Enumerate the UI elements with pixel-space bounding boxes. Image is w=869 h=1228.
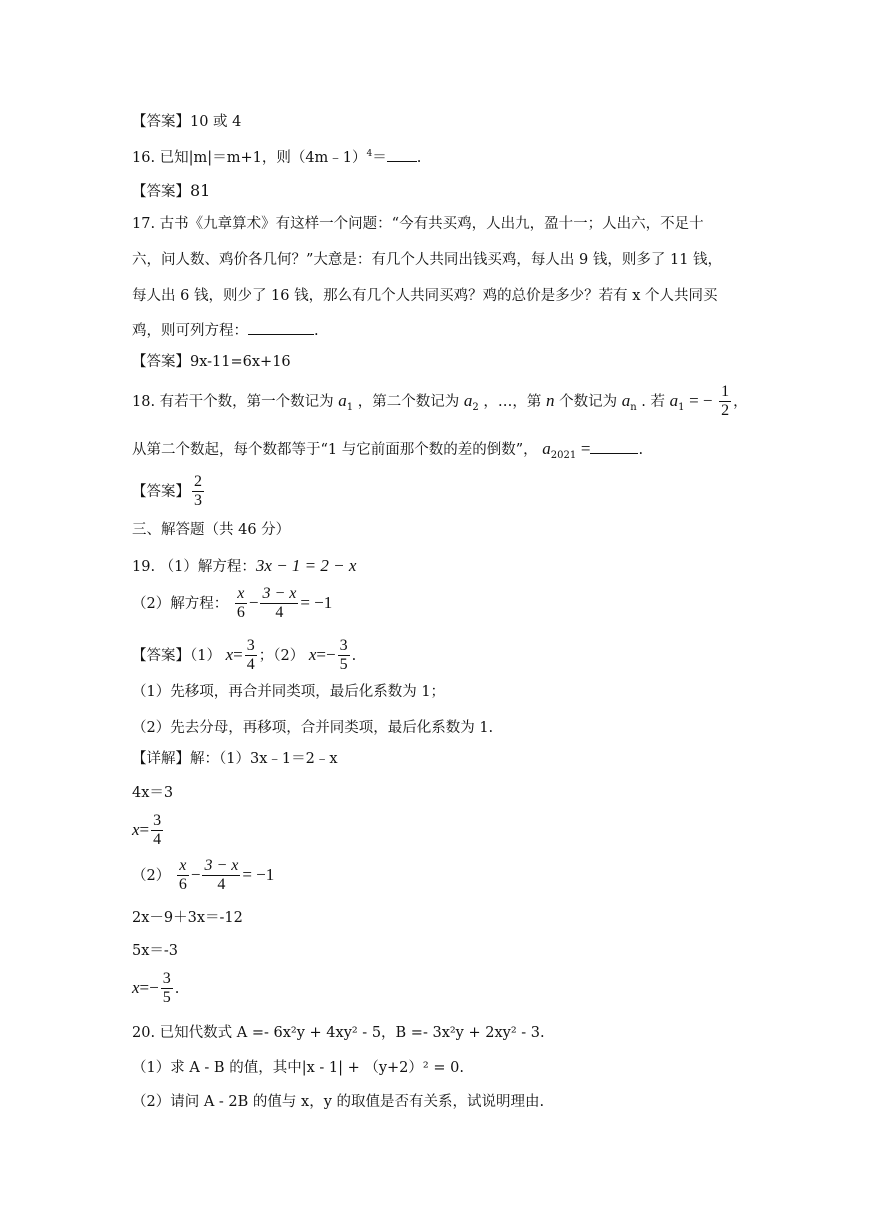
fraction-3-minus-x-over-4: $\frac{3 - x}{4}$ <box>204 857 239 894</box>
answer-blank <box>590 453 638 454</box>
solution-step-2: （2）先去分母，再移项，合并同类项，最后化系数为 1. <box>132 720 494 736</box>
question-18-line-2: 从第二个数起，每个数都等于“1 与它前面那个数的差的倒数”， $a_{2021}$ = . <box>132 439 644 461</box>
fraction-x-over-6: $\frac{x}{6}$ <box>178 857 187 894</box>
fraction-x-over-6: $\frac{x}{6}$ <box>236 585 245 622</box>
question-20-part-1: （1）求 A - B 的值，其中|x - 1| + （y+2）² = 0. <box>132 1060 464 1076</box>
detail-19-line-2: 4x＝3 <box>132 785 174 801</box>
question-17-line-2: 六，问人数、鸡价各几何？”大意是：有几个人共同出钱买鸡，每人出 9 钱，则多了 11 钱， <box>132 252 723 268</box>
detail-19-line-5: 2x－9＋3x＝-12 <box>132 910 243 926</box>
fraction-two-thirds: $\frac{2}{3}$ <box>194 473 202 510</box>
question-16: 16. 已知|m|＝m+1，则（4m﹣1）$^4$＝ . <box>132 149 422 166</box>
answer-19: 【答案】（1） x= $\frac{3}{4}$ ；（2） x=− $\frac{3}{5}$ . <box>132 637 357 674</box>
section-heading: 三、解答题（共 46 分） <box>132 522 291 538</box>
detail-19-line-3: x= $\frac{3}{4}$ <box>132 812 162 849</box>
fraction-3-over-4: $\frac{3}{4}$ <box>246 637 255 674</box>
question-18-line-1: 18. 有若干个数，第一个数记为 $a_1$ ，第二个数记为 $a_2$ ，…，第 n 个数记为 $a_n$ . 若 $a_1$ = − $\frac{1}{2}$ ， <box>132 383 748 420</box>
detail-19-line-7: x=− $\frac{3}{5}$ . <box>132 970 180 1007</box>
solution-step-1: （1）先移项，再合并同类项，最后化系数为 1； <box>132 684 446 700</box>
detail-19-line-6: 5x＝-3 <box>132 943 179 959</box>
fraction-3-over-5: $\frac{3}{5}$ <box>162 970 171 1007</box>
answer-15: 【答案】10 或 4 <box>132 114 242 130</box>
detail-19: 【详解】解：（1）3x﹣1＝2﹣x <box>132 751 338 767</box>
fraction-one-half: $\frac{1}{2}$ <box>721 383 730 420</box>
question-17-line-1: 17. 古书《九章算术》有这样一个问题：“今有共买鸡，人出九，盈十一；人出六，不足十 <box>132 216 704 232</box>
question-17-line-3: 每人出 6 钱，则少了 16 钱，那么有几个人共同买鸡？鸡的总价是多少？若有 x 个人共同买 <box>132 288 718 304</box>
fraction-3-minus-x-over-4: $\frac{3 - x}{4}$ <box>262 585 297 622</box>
answer-17: 【答案】9x-11=6x+16 <box>132 354 291 370</box>
fraction-3-over-4: $\frac{3}{4}$ <box>153 812 162 849</box>
question-19-part-2: （2）解方程： $\frac{x}{6}$ − $\frac{3 - x}{4}$ = −1 <box>132 585 333 622</box>
question-20: 20. 已知代数式 A =- 6x²y + 4xy² - 5，B =- 3x²y + 2xy² - 3. <box>132 1025 545 1041</box>
question-20-part-2: （2）请问 A - 2B 的值与 x，y 的取值是否有关系，试说明理由. <box>132 1094 545 1110</box>
answer-18: 【答案】 $\frac{2}{3}$ <box>132 473 202 510</box>
answer-16: 【答案】81 <box>132 181 211 200</box>
fraction-3-over-5: $\frac{3}{5}$ <box>339 637 348 674</box>
detail-19-part-2: （2） $\frac{x}{6}$ − $\frac{3 - x}{4}$ = −1 <box>132 857 275 894</box>
answer-blank <box>387 161 417 162</box>
question-19-part-1: 19. （1）解方程：3x − 1 = 2 − x <box>132 556 357 575</box>
question-17-line-4: 鸡，则可列方程： . <box>132 323 319 339</box>
answer-blank <box>248 334 314 335</box>
